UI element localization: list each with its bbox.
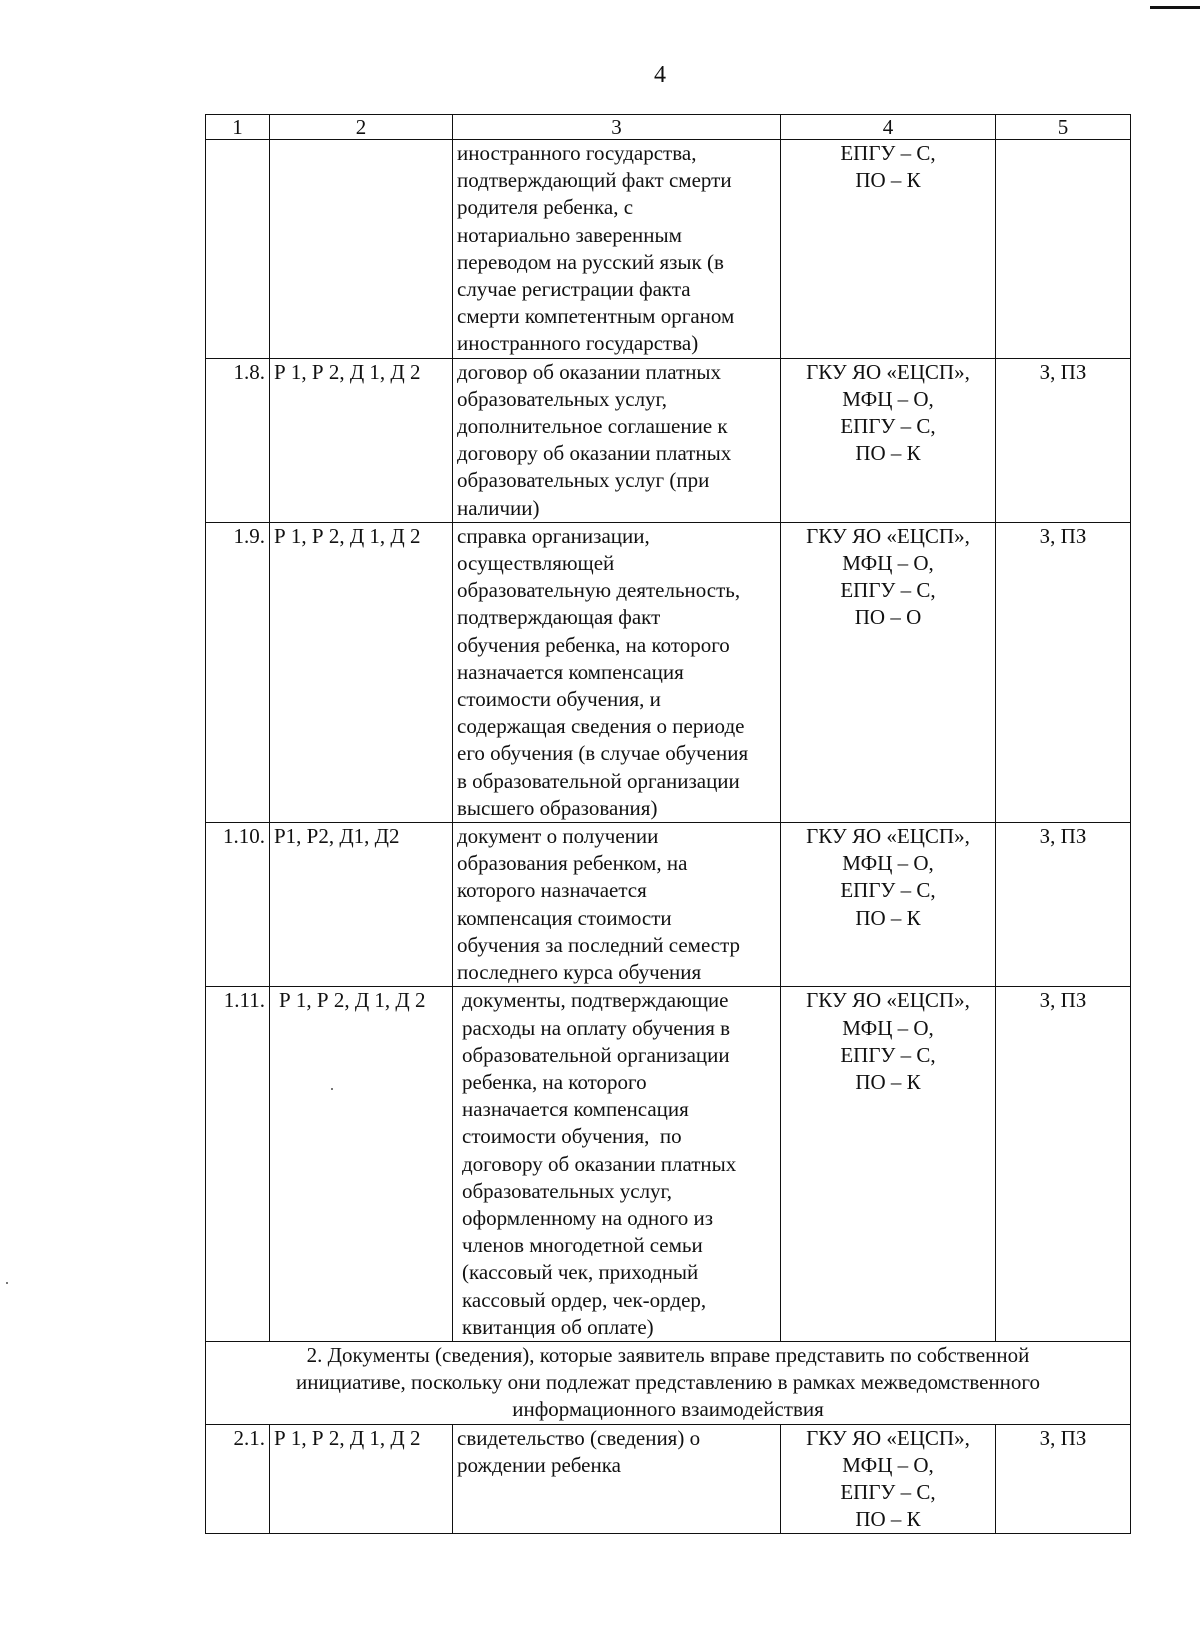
description-line: подтверждающий факт смерти: [457, 168, 732, 193]
place-line: ПО – К: [855, 1069, 921, 1094]
row-number: 1.9.: [206, 522, 270, 822]
description-line: образования ребенком, на: [457, 851, 688, 876]
place-line: ЕПГУ – С,: [840, 414, 936, 439]
description-line: которого назначается: [457, 878, 647, 903]
column-header: 4: [781, 115, 996, 140]
place-line: МФЦ – О,: [842, 1015, 934, 1040]
description-line: иностранного государства): [457, 331, 699, 356]
applicant-codes: Р 1, Р 2, Д 1, Д 2: [270, 358, 453, 522]
place-line: ГКУ ЯО «ЕЦСП»,: [806, 824, 970, 849]
description-line: членов многодетной семьи: [462, 1233, 703, 1258]
description-line: ребенка, на которого: [462, 1069, 647, 1094]
row-number: 1.8.: [206, 358, 270, 522]
description-line: дополнительное соглашение к: [457, 414, 728, 439]
place-line: ЕПГУ – С,: [840, 1042, 936, 1067]
description-line: в образовательной организации: [457, 768, 740, 793]
description-line: наличии): [457, 495, 540, 520]
description-line: кассовый ордер, чек-ордер,: [462, 1287, 707, 1312]
place-line: ГКУ ЯО «ЕЦСП»,: [806, 523, 970, 548]
applicant-codes: Р 1, Р 2, Д 1, Д 2: [270, 522, 453, 822]
document-type: З, ПЗ: [996, 1424, 1131, 1534]
description-line: образовательных услуг,: [462, 1178, 673, 1203]
description-line: расходы на оплату обучения в: [462, 1015, 731, 1040]
description-line: справка организации,: [457, 523, 650, 548]
description-line: образовательной организации: [462, 1042, 730, 1067]
description-line: документ о получении: [457, 824, 659, 849]
description-line: обучения за последний семестр: [457, 932, 741, 957]
description-line: образовательных услуг (при: [457, 468, 710, 493]
description-line: документы, подтверждающие: [462, 988, 729, 1013]
submission-place: [781, 987, 996, 1342]
place-line: ГКУ ЯО «ЕЦСП»,: [806, 988, 970, 1013]
description-line: оформленному на одного из: [462, 1205, 713, 1230]
scan-speck: [6, 1282, 8, 1284]
table-row: [206, 987, 1131, 1342]
description-line: (кассовый чек, приходный: [462, 1260, 699, 1285]
place-line: ПО – К: [855, 441, 921, 466]
document-type: З, ПЗ: [996, 358, 1131, 522]
description-line: образовательных услуг,: [457, 386, 668, 411]
place-line: ПО – К: [855, 1507, 921, 1532]
column-header: 1: [206, 115, 270, 140]
submission-place: [781, 823, 996, 987]
column-header: 5: [996, 115, 1131, 140]
description-line: иностранного государства,: [457, 141, 697, 165]
description-line: рождении ребенка: [457, 1452, 621, 1477]
section-heading: [206, 1341, 1131, 1424]
place-line: ЕПГУ – С,: [840, 1479, 936, 1504]
table-row: [206, 140, 1131, 359]
place-line: МФЦ – О,: [842, 386, 934, 411]
document-description: [453, 140, 781, 359]
description-line: высшего образования): [457, 795, 658, 820]
description-line: подтверждающая факт: [457, 605, 661, 630]
document-description: [453, 522, 781, 822]
submission-place: [781, 1424, 996, 1534]
table-row: [206, 522, 1131, 822]
description-line: назначается компенсация: [462, 1097, 689, 1122]
applicant-codes: Р1, Р2, Д1, Д2: [270, 823, 453, 987]
description-line: осуществляющей: [457, 551, 615, 576]
place-line: МФЦ – О,: [842, 1452, 934, 1477]
column-header: 2: [270, 115, 453, 140]
row-number: 1.11.: [206, 987, 270, 1342]
description-line: его обучения (в случае обучения: [457, 741, 749, 766]
document-description: [453, 1424, 781, 1534]
page-number: 4: [654, 62, 666, 88]
description-line: договор об оказании платных: [457, 359, 722, 384]
description-line: смерти компетентным органом: [457, 304, 735, 329]
description-line: квитанция об оплате): [462, 1314, 654, 1339]
description-line: свидетельство (сведения) о: [457, 1425, 701, 1450]
place-line: МФЦ – О,: [842, 851, 934, 876]
place-line: ЕПГУ – С,: [840, 141, 936, 165]
description-line: стоимости обучения, по: [462, 1124, 682, 1149]
description-line: договору об оказании платных: [462, 1151, 737, 1176]
description-line: компенсация стоимости: [457, 905, 672, 930]
section-heading-line: 2. Документы (сведения), которые заявитель вправе представить по собственной: [306, 1342, 1030, 1367]
description-line: назначается компенсация: [457, 659, 684, 684]
document-description: [453, 987, 781, 1342]
applicant-codes: Р 1, Р 2, Д 1, Д 2: [270, 1424, 453, 1534]
document-description: [453, 823, 781, 987]
row-number: 2.1.: [206, 1424, 270, 1534]
place-line: ПО – К: [855, 168, 921, 193]
description-line: обучения ребенка, на которого: [457, 632, 730, 657]
applicant-codes: [270, 140, 453, 359]
section-heading-line: информационного взаимодействия: [512, 1397, 824, 1422]
place-line: ЕПГУ – С,: [840, 878, 936, 903]
place-line: ЕПГУ – С,: [840, 578, 936, 603]
document-type: З, ПЗ: [996, 522, 1131, 822]
description-line: случае регистрации факта: [457, 277, 691, 302]
place-line: ГКУ ЯО «ЕЦСП»,: [806, 1425, 970, 1450]
table-row: [206, 823, 1131, 987]
document-type: З, ПЗ: [996, 823, 1131, 987]
description-line: последнего курса обучения: [457, 960, 702, 985]
scan-corner-mark: [1150, 6, 1200, 9]
description-line: родителя ребенка, с: [457, 195, 634, 220]
section-heading-line: инициативе, поскольку они подлежат представлению в рамках межведомственного: [295, 1370, 1041, 1395]
description-line: содержащая сведения о периоде: [457, 714, 745, 739]
documents-table: [205, 114, 1131, 1534]
column-number-row: [206, 115, 1131, 140]
section-heading-row: [206, 1341, 1131, 1424]
submission-place: [781, 522, 996, 822]
description-line: переводом на русский язык (в: [457, 249, 724, 274]
applicant-codes: Р 1, Р 2, Д 1, Д 2: [270, 987, 453, 1342]
description-line: образовательную деятельность,: [457, 578, 741, 603]
place-line: МФЦ – О,: [842, 551, 934, 576]
place-line: ПО – К: [855, 905, 921, 930]
row-number: [206, 140, 270, 359]
description-line: стоимости обучения, и: [457, 687, 661, 712]
document-type: [996, 140, 1131, 359]
submission-place: [781, 358, 996, 522]
row-number: 1.10.: [206, 823, 270, 987]
column-header: 3: [453, 115, 781, 140]
description-line: договору об оказании платных: [457, 441, 732, 466]
description-line: нотариально заверенным: [457, 222, 682, 247]
document-type: З, ПЗ: [996, 987, 1131, 1342]
table-row: [206, 358, 1131, 522]
place-line: ГКУ ЯО «ЕЦСП»,: [806, 359, 970, 384]
submission-place: [781, 140, 996, 359]
place-line: ПО – О: [854, 605, 922, 630]
table-row: [206, 1424, 1131, 1534]
document-description: [453, 358, 781, 522]
